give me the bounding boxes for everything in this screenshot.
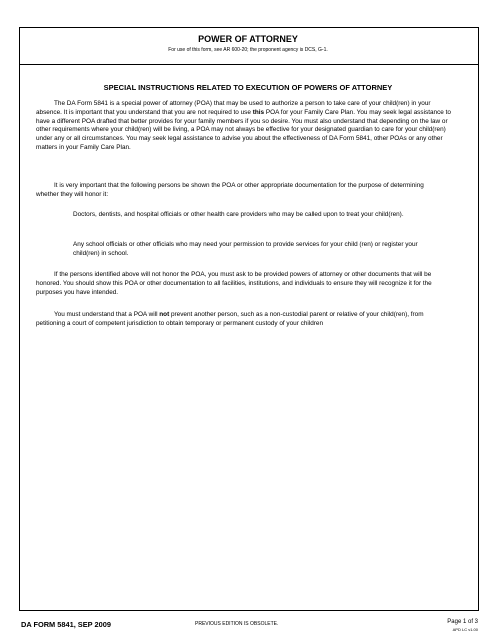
paragraph-6-text-b: prevent another person, such as a non-custodial parent or relative of your child(ren), from petitioning a court of competent jurisdiction to obtain temporary or permanent custody of your children — [36, 311, 424, 327]
instructions-paragraph-5: If the persons identified above will not honor the POA, you must ask to be provided powers of attorney or other documents that will be honored. You should show this POA or other documentation to all facilities, institutions, and individuals to ensure they will recognize it for the purposes you have intended. — [36, 271, 432, 296]
section-title: SPECIAL INSTRUCTIONS RELATED TO EXECUTION OF POWERS OF ATTORNEY — [103, 83, 393, 92]
obsolete-notice: PREVIOUS EDITION IS OBSOLETE. — [195, 621, 279, 627]
header-box — [19, 27, 479, 65]
form-subtitle: For use of this form, see AR 600-20; the proponent agency is DCS, G-1. — [168, 47, 328, 53]
instructions-paragraph-1 — [36, 100, 454, 153]
version-label: APD LC v1.00 — [452, 627, 478, 632]
instructions-paragraph-4: Any school officials or other officials who may need your permission to provide services for your child (ren) or register your child(ren) in school. — [73, 241, 418, 257]
paragraph-6-text-a: You must understand that a POA will — [54, 311, 160, 318]
form-id: DA FORM 5841, SEP 2009 — [21, 620, 111, 629]
paragraph-1-text-a: The DA Form 5841 is a special power of attorney (POA) that may be used to authorize a person to take care of your child(ren) in your absence. It is important that you understand that you are not required to use — [36, 100, 431, 116]
instructions-paragraph-6 — [36, 311, 454, 329]
page-number: Page 1 of 3 — [447, 619, 478, 625]
paragraph-1-text-b: POA for your Family Care Plan. You may seek legal assistance to have a different POA drafted that better provides for your family members if you so desire. You must also understand that depending on the law or other requirements where your child(ren) will be living, a POA may not always be effective for your designated guardian to care for your child(ren) under any or all circumstances. You may seek legal assistance to advise you about the effectiveness of DA Form 5841, other POAs or any other matters in your Family Care Plan. — [36, 108, 451, 151]
form-title: POWER OF ATTORNEY — [198, 34, 298, 44]
paragraph-1-bold: this — [252, 108, 265, 116]
instructions-paragraph-2: It is very important that the following persons be shown the POA or other appropriate documentation for the purpose of determining whether they will honor it: — [36, 182, 424, 198]
paragraph-6-bold: not — [159, 311, 170, 318]
instructions-paragraph-3: Doctors, dentists, and hospital officials or other health care providers who may be called upon to treat your child(ren). — [73, 211, 404, 218]
